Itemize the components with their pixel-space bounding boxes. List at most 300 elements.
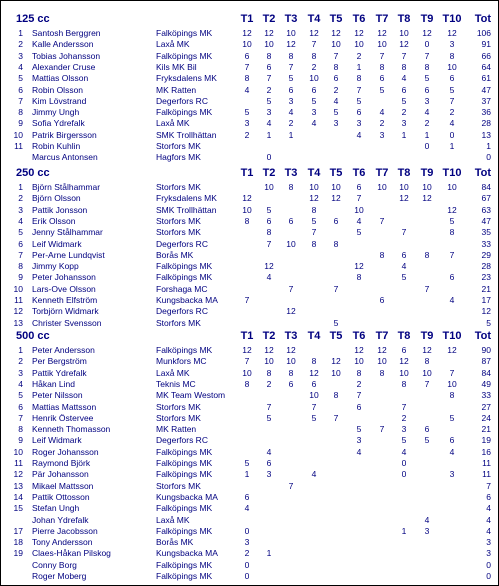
- score-cell-t10: 4: [449, 295, 455, 305]
- score-cell-t1: 3: [244, 118, 250, 129]
- column-header-t6: T6: [352, 330, 366, 342]
- table-row: [1, 345, 498, 356]
- score-cell-t7: 12: [377, 345, 387, 355]
- rider-name-cell: Kalle Andersson: [32, 39, 94, 50]
- table-row: [1, 141, 498, 152]
- table-row: [1, 318, 498, 329]
- score-cell-t6: 3: [356, 435, 362, 446]
- rider-name-cell: Kenneth Elfström: [32, 295, 98, 305]
- rider-name-cell: Marcus Antonsen: [32, 152, 98, 163]
- score-cell-t3: 12: [286, 39, 296, 50]
- score-cell-t3: 5: [288, 73, 294, 84]
- table-row: [1, 571, 498, 582]
- score-cell-t1: 12: [242, 193, 252, 204]
- score-cell-t3: 8: [288, 367, 294, 378]
- table-row: [1, 526, 498, 537]
- score-cell-t5: 8: [333, 390, 339, 401]
- score-cell-t10: 8: [449, 390, 455, 401]
- position-cell: 7: [18, 412, 23, 423]
- rider-name-cell: Roger Johansson: [32, 446, 99, 457]
- total-cell: 3: [486, 537, 491, 548]
- rider-name-cell: Mattias Olsson: [32, 73, 89, 84]
- score-cell-t9: 4: [424, 107, 430, 118]
- table-row: [1, 424, 498, 435]
- table-row: [1, 250, 498, 261]
- position-cell: 19: [13, 548, 23, 559]
- score-cell-t9: 0: [424, 141, 430, 151]
- score-cell-t4: 12: [309, 367, 319, 378]
- column-header-t4: T4: [307, 330, 321, 342]
- score-cell-t6: 10: [354, 356, 364, 367]
- table-row: [1, 227, 498, 238]
- score-cell-t7: 6: [379, 295, 385, 305]
- score-cell-t8: 12: [399, 356, 409, 367]
- table-row: [1, 96, 498, 107]
- score-cell-t9: 12: [422, 193, 432, 204]
- score-cell-t2: 2: [266, 84, 272, 95]
- total-cell: 24: [481, 412, 491, 423]
- score-cell-t2: 4: [266, 118, 272, 129]
- rider-name-cell: Kim Lövstrand: [32, 95, 87, 106]
- rider-name-cell: Christer Svensson: [32, 317, 102, 328]
- rider-name-cell: Erik Olsson: [32, 215, 76, 226]
- score-cell-t9: 8: [424, 356, 430, 367]
- class-section-1: [1, 167, 498, 329]
- position-cell: 5: [18, 227, 23, 238]
- score-cell-t10: 1: [449, 141, 455, 151]
- position-cell: 9: [18, 272, 23, 283]
- score-cell-t8: 6: [401, 345, 407, 355]
- total-cell: 36: [481, 107, 491, 118]
- score-cell-t7: 10: [377, 39, 387, 50]
- score-cell-t4: 8: [311, 204, 317, 215]
- score-cell-t4: 10: [309, 390, 319, 401]
- column-header-t4: T4: [307, 13, 321, 25]
- score-cell-t6: 7: [356, 84, 362, 95]
- club-cell: Laxå MK: [156, 514, 190, 525]
- score-cell-t3: 10: [286, 356, 296, 367]
- score-cell-t10: 12: [447, 204, 457, 215]
- score-cell-t2: 5: [266, 412, 272, 423]
- club-cell: MK Ratten: [156, 424, 197, 435]
- total-cell: 7: [486, 480, 491, 491]
- score-cell-t3: 12: [286, 345, 296, 355]
- rider-name-cell: Leif Widmark: [32, 435, 82, 446]
- total-cell: 66: [481, 50, 491, 61]
- total-cell: 47: [481, 215, 491, 226]
- class-title: 125 cc: [16, 13, 50, 25]
- score-cell-t8: 7: [401, 227, 407, 238]
- score-cell-t4: 5: [311, 412, 317, 423]
- score-cell-t10: 6: [449, 73, 455, 84]
- table-row: [1, 28, 498, 39]
- rider-name-cell: Leif Widmark: [32, 238, 82, 249]
- score-cell-t8: 5: [401, 435, 407, 446]
- rider-name-cell: Tobias Johansson: [32, 50, 101, 61]
- column-header-t1: T1: [240, 167, 254, 179]
- club-cell: Storfors MK: [156, 141, 201, 151]
- score-cell-t8: 7: [401, 401, 407, 412]
- score-cell-t6: 4: [356, 129, 362, 140]
- score-cell-t5: 10: [331, 367, 341, 378]
- position-cell: 1: [18, 28, 23, 38]
- club-cell: Kungsbacka MA: [156, 491, 218, 502]
- column-header-t7: T7: [375, 13, 389, 25]
- club-cell: Storfors MK: [156, 215, 201, 226]
- score-cell-t6: 3: [356, 118, 362, 129]
- score-cell-t5: 10: [331, 39, 341, 50]
- total-cell: 35: [481, 227, 491, 238]
- column-header-t8: T8: [397, 167, 411, 179]
- table-row: [1, 515, 498, 526]
- club-cell: Falköpings MK: [156, 28, 213, 38]
- total-cell: 5: [486, 317, 491, 328]
- score-cell-t4: 7: [311, 39, 317, 50]
- table-row: [1, 503, 498, 514]
- score-cell-t9: 2: [424, 118, 430, 129]
- club-cell: Forshaga MC: [156, 283, 208, 294]
- score-cell-t3: 3: [288, 95, 294, 106]
- rider-name-cell: Lars-Ove Olsson: [32, 283, 96, 294]
- score-cell-t1: 7: [244, 356, 250, 367]
- score-cell-t10: 4: [449, 118, 455, 129]
- position-cell: 10: [13, 283, 23, 294]
- score-cell-t3: 6: [288, 378, 294, 389]
- score-cell-t5: 8: [333, 238, 339, 249]
- position-cell: 17: [13, 525, 23, 536]
- position-cell: 3: [18, 367, 23, 378]
- score-cell-t7: 7: [379, 215, 385, 226]
- column-header-t3: T3: [284, 330, 298, 342]
- table-row: [1, 356, 498, 367]
- score-cell-t4: 5: [311, 95, 317, 106]
- score-cell-t9: 3: [424, 95, 430, 106]
- class-title: 500 cc: [16, 330, 50, 342]
- score-cell-t4: 10: [309, 182, 319, 192]
- score-cell-t9: 10: [422, 182, 432, 192]
- score-cell-t6: 4: [356, 215, 362, 226]
- score-cell-t2: 1: [266, 129, 272, 140]
- score-cell-t6: 12: [354, 261, 364, 272]
- position-cell: 4: [18, 61, 23, 72]
- score-cell-t10: 7: [449, 367, 455, 378]
- score-cell-t6: 10: [354, 204, 364, 215]
- score-cell-t6: 12: [354, 345, 364, 355]
- score-cell-t7: 6: [379, 73, 385, 84]
- score-cell-t6: 5: [356, 424, 362, 435]
- score-cell-t6: 6: [356, 401, 362, 412]
- position-cell: 3: [18, 50, 23, 61]
- score-cell-t4: 12: [309, 28, 319, 38]
- score-cell-t8: 0: [401, 458, 407, 468]
- club-cell: Degerfors RC: [156, 238, 208, 249]
- table-row: [1, 39, 498, 50]
- club-cell: Falköpings MK: [156, 559, 213, 570]
- score-cell-t6: 2: [356, 378, 362, 389]
- score-cell-t1: 6: [244, 491, 250, 502]
- score-cell-t9: 7: [424, 50, 430, 61]
- score-cell-t2: 4: [266, 272, 272, 283]
- score-cell-t6: 10: [354, 39, 364, 50]
- club-cell: MK Team Westom: [156, 390, 226, 401]
- score-cell-t9: 12: [422, 28, 432, 38]
- table-row: [1, 85, 498, 96]
- score-cell-t3: 10: [286, 238, 296, 249]
- score-cell-t7: 2: [379, 118, 385, 129]
- score-cell-t1: 8: [244, 73, 250, 84]
- score-cell-t6: 7: [356, 193, 362, 204]
- score-cell-t2: 3: [266, 107, 272, 118]
- score-cell-t10: 6: [449, 272, 455, 283]
- score-cell-t9: 12: [422, 345, 432, 355]
- table-row: [1, 182, 498, 193]
- score-cell-t1: 0: [244, 559, 250, 570]
- rider-name-cell: Per Bergström: [32, 356, 87, 367]
- score-cell-t5: 7: [333, 412, 339, 423]
- score-cell-t9: 7: [424, 378, 430, 389]
- score-cell-t7: 10: [377, 182, 387, 192]
- club-cell: Falköpings MK: [156, 50, 213, 61]
- club-cell: Kungsbacka MA: [156, 548, 218, 559]
- score-cell-t2: 2: [266, 378, 272, 389]
- table-row: [1, 272, 498, 283]
- table-row: [1, 62, 498, 73]
- column-header-t9: T9: [420, 330, 434, 342]
- score-cell-t2: 8: [266, 367, 272, 378]
- score-cell-t3: 7: [288, 283, 294, 294]
- rider-name-cell: Peter Andersson: [32, 345, 95, 355]
- total-cell: 21: [481, 424, 491, 435]
- score-cell-t8: 10: [399, 28, 409, 38]
- rider-name-cell: Pierre Jacobsson: [32, 525, 98, 536]
- table-row: [1, 130, 498, 141]
- rider-name-cell: Stefan Ungh: [32, 503, 80, 514]
- position-cell: 7: [18, 95, 23, 106]
- total-cell: 1: [486, 141, 491, 151]
- score-cell-t3: 6: [288, 84, 294, 95]
- score-cell-t10: 12: [447, 345, 457, 355]
- column-header-t1: T1: [240, 330, 254, 342]
- score-cell-t7: 4: [379, 107, 385, 118]
- position-cell: 7: [18, 249, 23, 260]
- score-cell-t8: 12: [399, 39, 409, 50]
- score-cell-t4: 7: [311, 227, 317, 238]
- table-row: [1, 413, 498, 424]
- column-header-t1: T1: [240, 13, 254, 25]
- club-cell: SMK Trollhättan: [156, 204, 217, 215]
- position-cell: 11: [14, 295, 23, 305]
- table-row: [1, 435, 498, 446]
- score-cell-t2: 7: [266, 238, 272, 249]
- total-cell: 0: [486, 152, 491, 163]
- total-cell: 106: [476, 28, 491, 38]
- score-cell-t7: 8: [379, 249, 385, 260]
- score-cell-t2: 1: [266, 548, 272, 559]
- score-cell-t5: 4: [333, 95, 339, 106]
- club-cell: Falköpings MK: [156, 446, 213, 457]
- total-cell: 4: [486, 514, 491, 525]
- rider-name-cell: Peter Nilsson: [32, 390, 83, 401]
- score-cell-t9: 8: [424, 249, 430, 260]
- score-cell-t9: 5: [424, 73, 430, 84]
- total-cell: 28: [481, 261, 491, 272]
- score-cell-t5: 5: [333, 107, 339, 118]
- score-cell-t1: 12: [242, 28, 252, 38]
- table-row: [1, 295, 498, 306]
- club-cell: Storfors MK: [156, 182, 201, 192]
- score-cell-t2: 10: [264, 182, 274, 192]
- total-cell: 17: [481, 295, 491, 305]
- rider-name-cell: Roger Moberg: [32, 571, 87, 581]
- rider-name-cell: Johan Ydrefalk: [32, 514, 89, 525]
- class-section-0: [1, 13, 498, 164]
- score-cell-t1: 10: [242, 39, 252, 50]
- position-cell: 6: [18, 238, 23, 249]
- score-cell-t8: 6: [401, 84, 407, 95]
- club-cell: Kungsbacka MA: [156, 295, 218, 305]
- total-cell: 0: [486, 571, 491, 581]
- column-header-t3: T3: [284, 167, 298, 179]
- score-cell-t6: 2: [356, 50, 362, 61]
- rider-name-cell: Per-Arne Lundqvist: [32, 249, 105, 260]
- score-cell-t9: 0: [424, 39, 430, 50]
- total-cell: 13: [481, 129, 491, 140]
- total-cell: 87: [481, 356, 491, 367]
- score-cell-t1: 5: [244, 107, 250, 118]
- column-header-t8: T8: [397, 330, 411, 342]
- club-cell: Degerfors RC: [156, 435, 208, 446]
- total-cell: 91: [481, 39, 491, 50]
- rider-name-cell: Pattik Ottosson: [32, 491, 90, 502]
- score-cell-t1: 0: [244, 525, 250, 536]
- position-cell: 5: [18, 73, 23, 84]
- club-cell: Laxå MK: [156, 367, 190, 378]
- score-cell-t8: 1: [401, 129, 407, 140]
- club-cell: Storfors MK: [156, 227, 201, 238]
- score-cell-t3: 2: [288, 118, 294, 129]
- rider-name-cell: Jimmy Kopp: [32, 261, 79, 272]
- column-header-t2: T2: [262, 167, 276, 179]
- score-cell-t10: 0: [449, 129, 455, 140]
- table-row: [1, 152, 498, 163]
- rider-name-cell: Raymond Björk: [32, 458, 91, 468]
- column-header-tot: Tot: [474, 13, 491, 25]
- position-cell: 15: [13, 503, 23, 514]
- table-row: [1, 560, 498, 571]
- position-cell: 12: [13, 306, 23, 317]
- total-cell: 33: [481, 238, 491, 249]
- table-row: [1, 492, 498, 503]
- score-cell-t2: 7: [266, 73, 272, 84]
- score-cell-t8: 6: [401, 249, 407, 260]
- total-cell: 23: [481, 272, 491, 283]
- score-cell-t10: 4: [449, 446, 455, 457]
- table-row: [1, 481, 498, 492]
- score-cell-t3: 1: [288, 129, 294, 140]
- score-cell-t1: 4: [244, 503, 250, 514]
- club-cell: Laxå MK: [156, 118, 190, 129]
- score-cell-t7: 12: [377, 28, 387, 38]
- score-cell-t10: 10: [447, 182, 457, 192]
- score-cell-t2: 6: [266, 458, 272, 468]
- score-cell-t5: 2: [333, 84, 339, 95]
- total-cell: 28: [481, 118, 491, 129]
- position-cell: 13: [13, 317, 23, 328]
- table-row: [1, 390, 498, 401]
- position-cell: 9: [18, 435, 23, 446]
- club-cell: Kils MK Bil: [156, 61, 197, 72]
- rider-name-cell: Robin Kuhlin: [32, 141, 81, 151]
- total-cell: 64: [481, 61, 491, 72]
- table-row: [1, 447, 498, 458]
- rider-name-cell: Jenny Stålhammar: [32, 227, 103, 238]
- column-header-t10: T10: [442, 167, 462, 179]
- score-cell-t10: 2: [449, 107, 455, 118]
- club-cell: Teknis MC: [156, 378, 196, 389]
- score-cell-t1: 8: [244, 378, 250, 389]
- score-cell-t5: 6: [333, 215, 339, 226]
- score-cell-t4: 10: [309, 73, 319, 84]
- score-cell-t1: 12: [242, 345, 252, 355]
- score-cell-t5: 5: [333, 317, 339, 328]
- total-cell: 19: [481, 435, 491, 446]
- position-cell: 2: [18, 356, 23, 367]
- score-cell-t10: 10: [447, 61, 457, 72]
- score-cell-t5: 7: [333, 50, 339, 61]
- score-cell-t2: 7: [266, 401, 272, 412]
- score-cell-t8: 4: [401, 446, 407, 457]
- total-cell: 4: [486, 503, 491, 514]
- rider-name-cell: Peter Johansson: [32, 272, 96, 283]
- column-header-t5: T5: [329, 330, 343, 342]
- column-header-t7: T7: [375, 167, 389, 179]
- rider-name-cell: Santosh Berggren: [32, 28, 101, 38]
- score-cell-t9: 7: [424, 283, 430, 294]
- score-cell-t7: 7: [379, 50, 385, 61]
- score-cell-t8: 3: [401, 424, 407, 435]
- position-cell: 12: [13, 469, 23, 480]
- column-header-t2: T2: [262, 330, 276, 342]
- column-header-t4: T4: [307, 167, 321, 179]
- score-cell-t10: 3: [449, 469, 455, 480]
- total-cell: 63: [481, 204, 491, 215]
- position-cell: 11: [14, 458, 23, 468]
- score-cell-t2: 5: [266, 95, 272, 106]
- score-cell-t7: 3: [379, 129, 385, 140]
- table-row: [1, 216, 498, 227]
- club-cell: Degerfors RC: [156, 95, 208, 106]
- score-cell-t3: 4: [288, 107, 294, 118]
- rider-name-cell: Alexander Cruse: [32, 61, 96, 72]
- score-cell-t3: 7: [288, 480, 294, 491]
- total-cell: 84: [481, 182, 491, 192]
- score-cell-t4: 6: [311, 84, 317, 95]
- score-cell-t8: 10: [399, 182, 409, 192]
- club-cell: Fryksdalens MK: [156, 193, 217, 204]
- score-cell-t8: 0: [401, 469, 407, 480]
- score-cell-t9: 3: [424, 525, 430, 536]
- score-cell-t7: 5: [379, 84, 385, 95]
- score-cell-t1: 10: [242, 204, 252, 215]
- score-cell-t8: 8: [401, 61, 407, 72]
- position-cell: 10: [13, 446, 23, 457]
- position-cell: 11: [14, 141, 23, 151]
- club-cell: MK Ratten: [156, 84, 197, 95]
- rider-name-cell: Håkan Lind: [32, 378, 76, 389]
- score-cell-t4: 12: [309, 193, 319, 204]
- score-cell-t5: 3: [333, 118, 339, 129]
- score-cell-t2: 8: [266, 227, 272, 238]
